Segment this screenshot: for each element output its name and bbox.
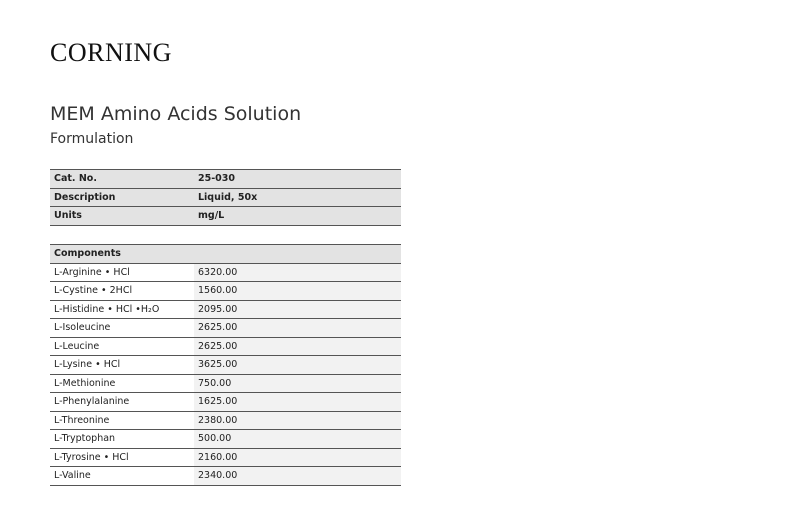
component-value: 2625.00 — [194, 319, 401, 338]
component-value: 6320.00 — [194, 263, 401, 282]
component-value: 3625.00 — [194, 356, 401, 375]
table-row — [50, 393, 401, 412]
units-label: Units — [50, 207, 194, 226]
component-name: L-Arginine • HCl — [50, 263, 194, 282]
component-name: L-Methionine — [50, 374, 194, 393]
table-row — [50, 337, 401, 356]
component-name: L-Phenylalanine — [50, 393, 194, 412]
table-row — [50, 300, 401, 319]
component-value: 2625.00 — [194, 337, 401, 356]
corning-logo: CORNING — [50, 38, 172, 67]
table-row — [50, 356, 401, 375]
component-name: L-Tyrosine • HCl — [50, 448, 194, 467]
table-row — [50, 430, 401, 449]
component-value: 2340.00 — [194, 467, 401, 486]
component-value: 2095.00 — [194, 300, 401, 319]
description-value: Liquid, 50x — [194, 188, 401, 207]
component-name: L-Leucine — [50, 337, 194, 356]
table-row — [50, 282, 401, 301]
table-row — [50, 374, 401, 393]
table-row — [50, 448, 401, 467]
component-name: L-Lysine • HCl — [50, 356, 194, 375]
table-row — [50, 263, 401, 282]
component-value: 2160.00 — [194, 448, 401, 467]
component-value: 1560.00 — [194, 282, 401, 301]
table-row — [50, 467, 401, 486]
component-value: 750.00 — [194, 374, 401, 393]
table-row — [50, 411, 401, 430]
components-header-row — [50, 245, 401, 264]
table-row — [50, 170, 401, 189]
page-title: MEM Amino Acids Solution — [50, 103, 302, 125]
units-value: mg/L — [194, 207, 401, 226]
cat-no-value: 25-030 — [194, 170, 401, 189]
product-info-table — [50, 169, 401, 226]
table-row — [50, 207, 401, 226]
component-name: L-Valine — [50, 467, 194, 486]
table-row — [50, 188, 401, 207]
table-row — [50, 319, 401, 338]
components-header-blank — [194, 245, 401, 264]
component-value: 2380.00 — [194, 411, 401, 430]
component-name: L-Tryptophan — [50, 430, 194, 449]
component-name: L-Threonine — [50, 411, 194, 430]
component-name: L-Cystine • 2HCl — [50, 282, 194, 301]
component-value: 500.00 — [194, 430, 401, 449]
page-subtitle: Formulation — [50, 131, 134, 147]
component-value: 1625.00 — [194, 393, 401, 412]
description-label: Description — [50, 188, 194, 207]
components-table — [50, 244, 401, 486]
component-name: L-Histidine • HCl •H₂O — [50, 300, 194, 319]
components-header: Components — [50, 245, 194, 264]
cat-no-label: Cat. No. — [50, 170, 194, 189]
component-name: L-Isoleucine — [50, 319, 194, 338]
